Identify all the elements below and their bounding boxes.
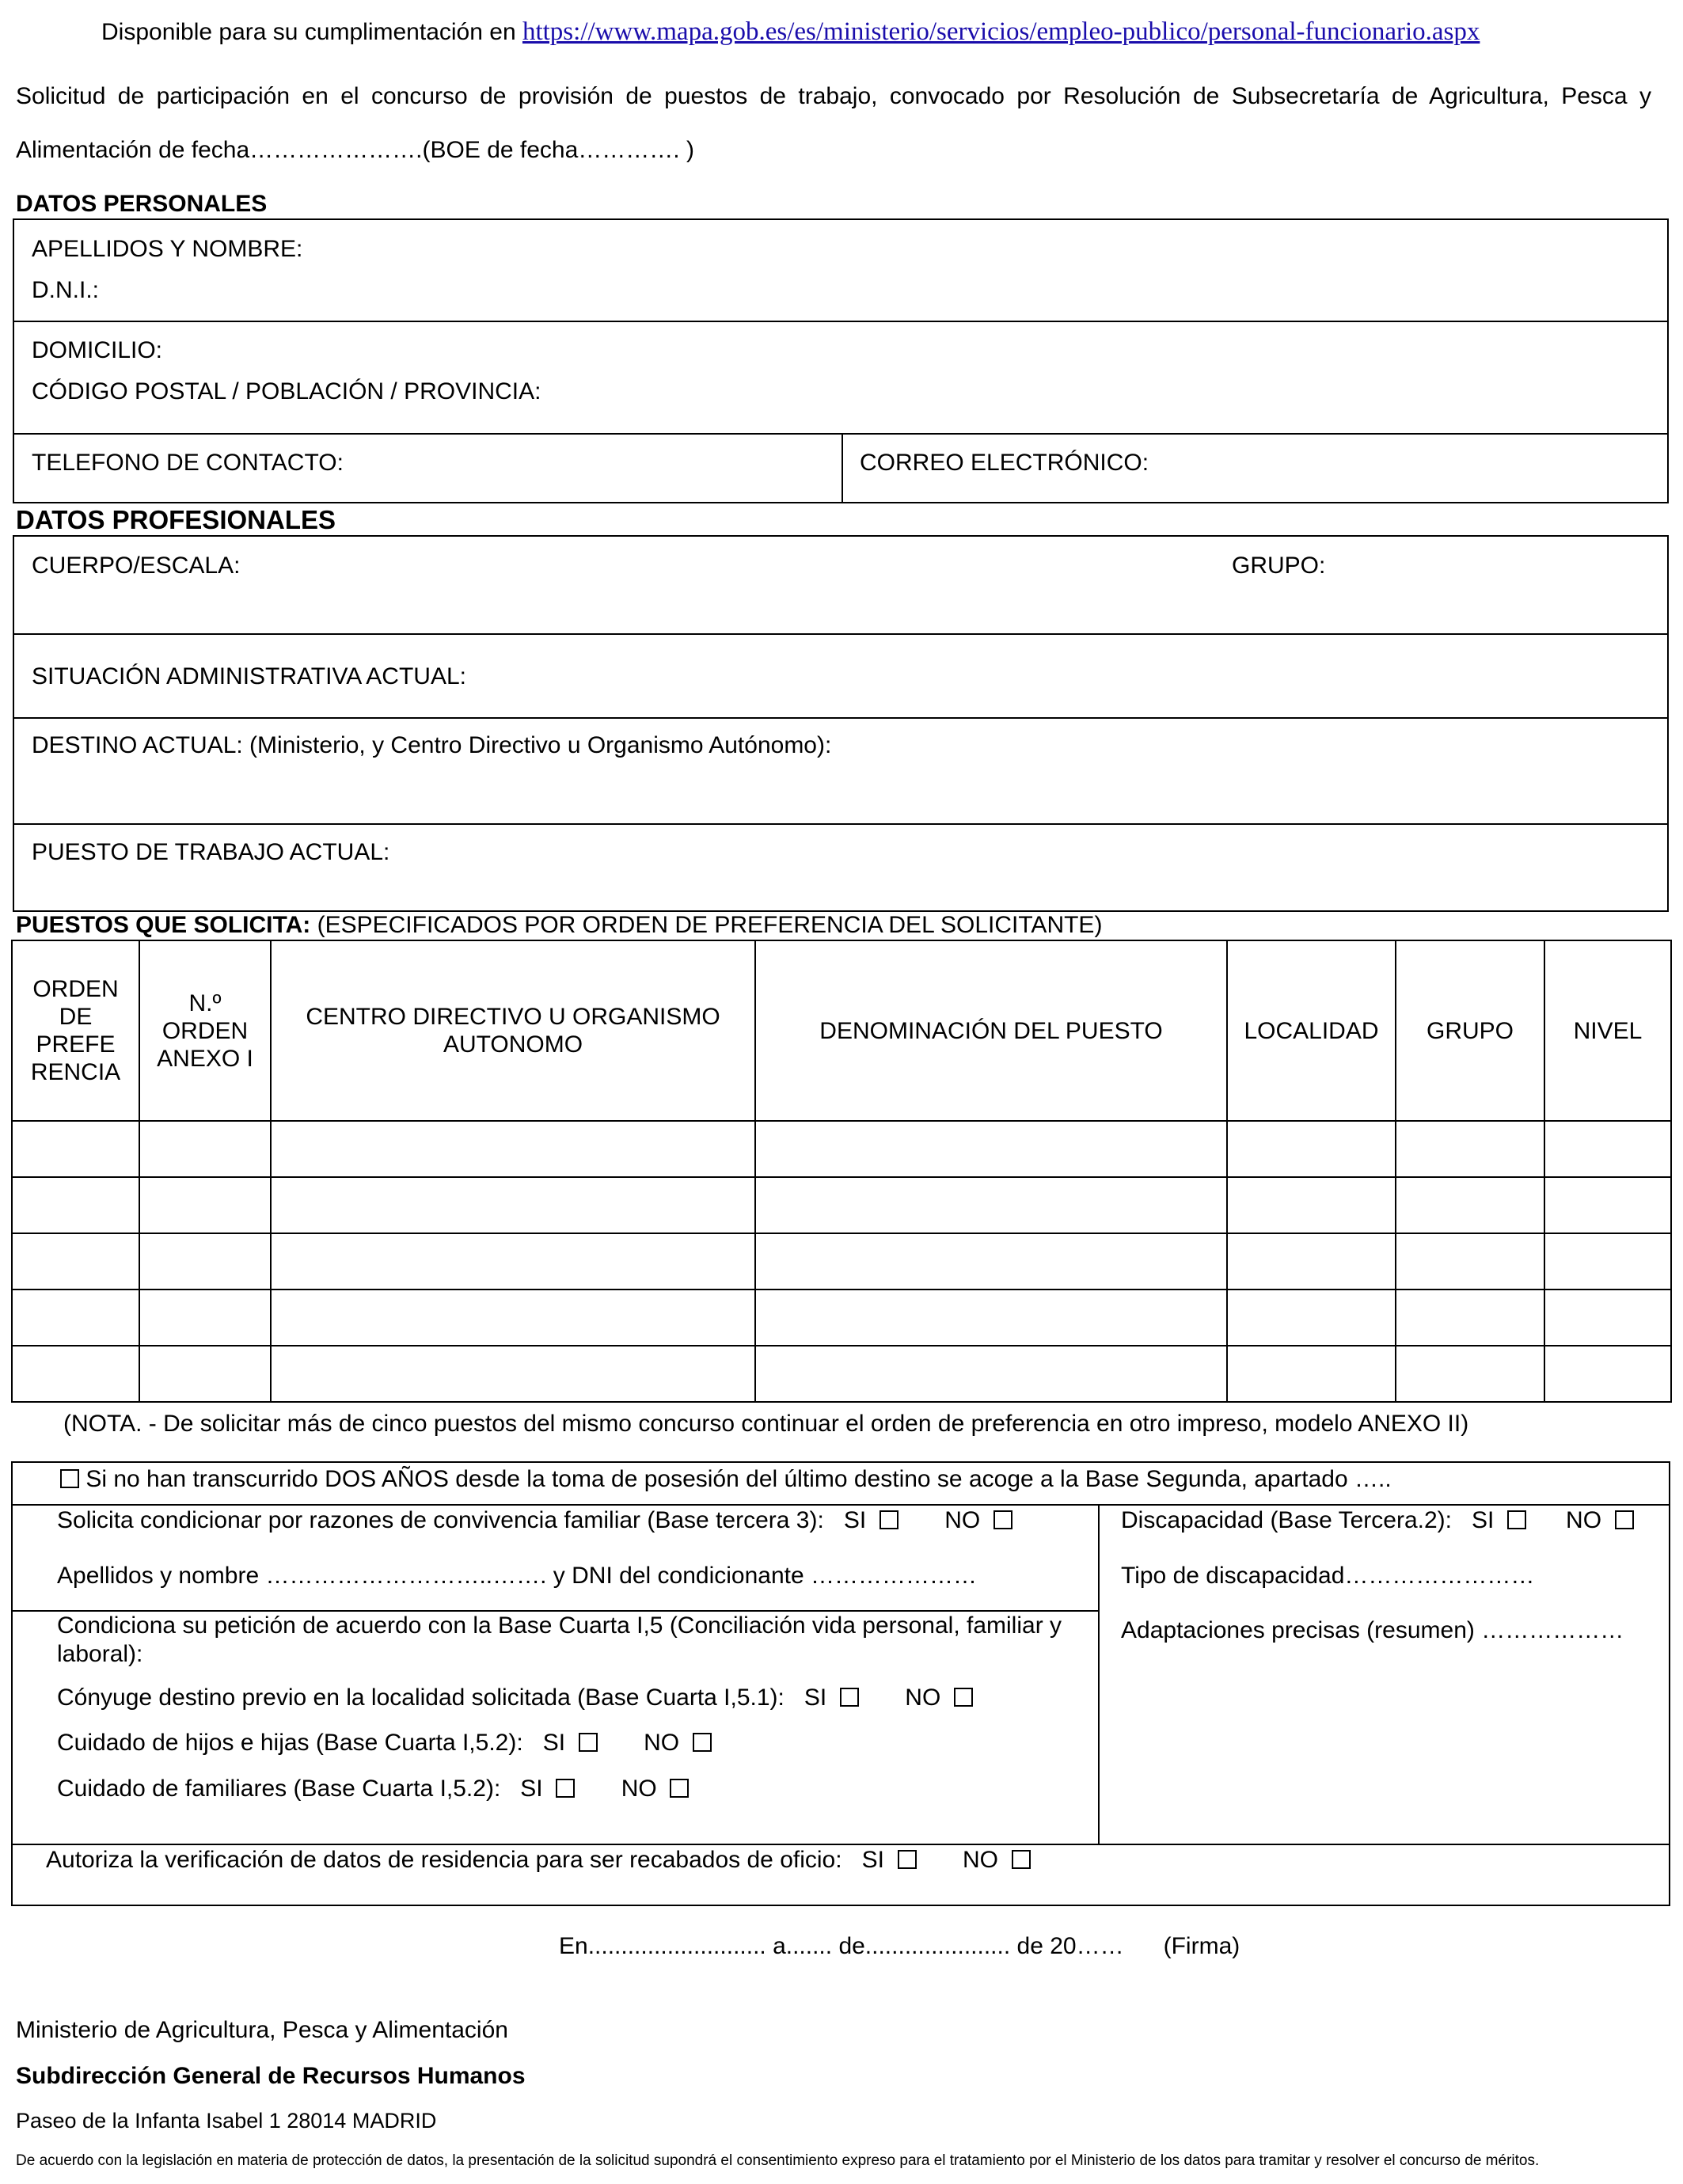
table-cell[interactable] <box>1544 1346 1671 1402</box>
disability-yes-checkbox[interactable] <box>1507 1510 1526 1529</box>
table-cell[interactable] <box>1544 1177 1671 1233</box>
table-cell[interactable] <box>1396 1233 1544 1290</box>
destination-label: DESTINO ACTUAL: (Ministerio, y Centro Directivo u Organismo Autónomo): <box>32 732 832 758</box>
condicionante-line: Apellidos y nombre ………………………..……. y DNI del condicionante ………………… <box>57 1563 977 1589</box>
table-cell[interactable] <box>139 1177 271 1233</box>
disability-type-line: Tipo de discapacidad…………………… <box>1121 1563 1535 1589</box>
table-cell[interactable] <box>1396 1290 1544 1346</box>
availability-label: Disponible para su cumplimentación en <box>101 19 516 45</box>
table-row <box>12 1177 1671 1233</box>
table-cell[interactable] <box>139 1290 271 1346</box>
col-header-annex-number: N.º ORDEN ANEXO I <box>139 940 271 1121</box>
no-label: NO <box>905 1685 941 1711</box>
table-cell[interactable] <box>139 1233 271 1290</box>
table-cell[interactable] <box>755 1121 1227 1177</box>
body-scale-label: CUERPO/ESCALA: <box>32 553 241 579</box>
table-cell[interactable] <box>271 1177 755 1233</box>
spouse-row <box>57 1685 973 1711</box>
residence-no-checkbox[interactable] <box>1012 1850 1031 1869</box>
signature-line <box>559 1933 1240 1960</box>
family-condition-label: Solicita condicionar por razones de convivencia familiar (Base tercera 3): <box>57 1507 824 1533</box>
divider <box>11 1504 1670 1506</box>
dni-field-label: D.N.I.: <box>32 277 100 303</box>
two-years-row <box>60 1466 1392 1493</box>
table-row <box>12 1290 1671 1346</box>
table-cell[interactable] <box>271 1346 755 1402</box>
divider <box>13 717 1669 719</box>
col-header-group: GRUPO <box>1396 940 1544 1121</box>
col-header-post-name: DENOMINACIÓN DEL PUESTO <box>755 940 1227 1121</box>
table-cell[interactable] <box>1544 1233 1671 1290</box>
yes-label: SI <box>843 1507 867 1533</box>
group-label: GRUPO: <box>1232 553 1326 579</box>
divider <box>11 1844 1670 1845</box>
relatives-yes-checkbox[interactable] <box>556 1779 575 1798</box>
table-row <box>12 1121 1671 1177</box>
no-label: NO <box>944 1507 981 1533</box>
requested-posts-heading <box>16 912 1102 939</box>
col-header-level: NIVEL <box>1544 940 1671 1121</box>
yes-label: SI <box>804 1685 827 1711</box>
requested-heading-rest: (ESPECIFICADOS POR ORDEN DE PREFERENCIA DEL SOLICITANTE) <box>310 912 1103 938</box>
table-cell[interactable] <box>1227 1233 1396 1290</box>
subdirection-name: Subdirección General de Recursos Humanos <box>16 2063 526 2089</box>
email-field-label: CORREO ELECTRÓNICO: <box>860 450 1149 476</box>
spouse-yes-checkbox[interactable] <box>840 1688 859 1707</box>
table-cell[interactable] <box>755 1290 1227 1346</box>
table-cell[interactable] <box>271 1121 755 1177</box>
table-cell[interactable] <box>271 1290 755 1346</box>
yes-label: SI <box>542 1730 566 1756</box>
residence-yes-checkbox[interactable] <box>898 1850 917 1869</box>
situation-label: SITUACIÓN ADMINISTRATIVA ACTUAL: <box>32 663 466 689</box>
children-row <box>57 1730 712 1757</box>
children-no-checkbox[interactable] <box>693 1733 712 1752</box>
divider <box>13 633 1669 635</box>
children-label: Cuidado de hijos e hijas (Base Cuarta I,5.2): <box>57 1730 523 1756</box>
table-cell[interactable] <box>755 1346 1227 1402</box>
table-row <box>12 1233 1671 1290</box>
address-field-label: DOMICILIO: <box>32 337 163 363</box>
col-header-locality: LOCALIDAD <box>1227 940 1396 1121</box>
table-cell[interactable] <box>755 1177 1227 1233</box>
signature-label: (Firma) <box>1163 1933 1240 1959</box>
table-cell[interactable] <box>12 1177 139 1233</box>
personal-data-heading: DATOS PERSONALES <box>16 191 268 217</box>
intro-line-1: Solicitud de participación en el concurso de provisión de puestos de trabajo, convocado por Resolución de Subsecretaría de Agricultura, Pesca y <box>16 83 1651 109</box>
yes-label: SI <box>861 1847 884 1873</box>
table-cell[interactable] <box>755 1233 1227 1290</box>
family-yes-checkbox[interactable] <box>879 1510 898 1529</box>
table-cell[interactable] <box>1227 1346 1396 1402</box>
divider <box>1098 1504 1100 1844</box>
disability-no-checkbox[interactable] <box>1615 1510 1634 1529</box>
table-cell[interactable] <box>271 1233 755 1290</box>
family-no-checkbox[interactable] <box>993 1510 1012 1529</box>
intro-line-2: Alimentación de fecha………………….(BOE de fecha…………. ) <box>16 137 694 163</box>
col-header-order: ORDEN DE PREFE RENCIA <box>12 940 139 1121</box>
table-cell[interactable] <box>1227 1290 1396 1346</box>
children-yes-checkbox[interactable] <box>579 1733 598 1752</box>
no-label: NO <box>644 1730 680 1756</box>
table-cell[interactable] <box>139 1346 271 1402</box>
table-note: (NOTA. - De solicitar más de cinco puestos del mismo concurso continuar el orden de preferencia en otro impreso, modelo ANEXO II) <box>63 1411 1469 1437</box>
postal-field-label: CÓDIGO POSTAL / POBLACIÓN / PROVINCIA: <box>32 378 541 405</box>
divider <box>13 321 1669 322</box>
no-label: NO <box>962 1847 998 1873</box>
name-field-label: APELLIDOS Y NOMBRE: <box>32 236 303 262</box>
requested-posts-table <box>11 940 1672 1403</box>
table-row <box>12 1346 1671 1402</box>
table-cell[interactable] <box>12 1346 139 1402</box>
place-date-line: En........................... a....... de...................... de 20…… <box>559 1933 1124 1959</box>
table-cell[interactable] <box>139 1121 271 1177</box>
table-cell[interactable] <box>1396 1121 1544 1177</box>
spouse-label: Cónyuge destino previo en la localidad solicitada (Base Cuarta I,5.1): <box>57 1685 785 1711</box>
current-post-label: PUESTO DE TRABAJO ACTUAL: <box>32 839 390 865</box>
table-cell[interactable] <box>12 1233 139 1290</box>
disability-row <box>1121 1507 1634 1534</box>
table-cell[interactable] <box>1544 1290 1671 1346</box>
disability-label: Discapacidad (Base Tercera.2): <box>1121 1507 1452 1533</box>
relatives-no-checkbox[interactable] <box>670 1779 689 1798</box>
residence-row <box>46 1847 1031 1874</box>
table-cell[interactable] <box>1396 1346 1544 1402</box>
divider <box>13 823 1669 825</box>
spouse-no-checkbox[interactable] <box>954 1688 973 1707</box>
col-header-directive-center: CENTRO DIRECTIVO U ORGANISMO AUTONOMO <box>271 940 755 1121</box>
table-header-row <box>12 940 1671 1121</box>
ministry-address: Paseo de la Infanta Isabel 1 28014 MADRID <box>16 2109 437 2133</box>
conciliation-label: Condiciona su petición de acuerdo con la Base Cuarta I,5 (Conciliación vida personal, familiar y laboral): <box>57 1612 1062 1667</box>
family-condition-row <box>57 1507 1012 1534</box>
phone-field-label: TELEFONO DE CONTACTO: <box>32 450 344 476</box>
privacy-notice: De acuerdo con la legislación en materia de protección de datos, la presentación de la solicitud supondrá el consentimiento expreso para el tratamiento por el Ministerio de los datos para tramitar y resolver el concurso de méritos. <box>16 2152 1540 2169</box>
relatives-label: Cuidado de familiares (Base Cuarta I,5.2): <box>57 1776 501 1802</box>
residence-label: Autoriza la verificación de datos de residencia para ser recabados de oficio: <box>46 1847 842 1873</box>
two-years-checkbox[interactable] <box>60 1469 79 1488</box>
requested-heading-bold: PUESTOS QUE SOLICITA: <box>16 912 311 938</box>
no-label: NO <box>621 1776 657 1802</box>
two-years-text: Si no han transcurrido DOS AÑOS desde la toma de posesión del último destino se acoge a la Base Segunda, apartado ….. <box>85 1466 1392 1492</box>
professional-data-heading: DATOS PROFESIONALES <box>16 505 336 534</box>
divider <box>842 433 843 503</box>
table-cell[interactable] <box>1544 1121 1671 1177</box>
no-label: NO <box>1566 1507 1602 1533</box>
yes-label: SI <box>520 1776 543 1802</box>
adaptations-line: Adaptaciones precisas (resumen) ……………… <box>1121 1617 1624 1643</box>
divider <box>13 433 1669 435</box>
table-cell[interactable] <box>12 1121 139 1177</box>
availability-line <box>101 17 1480 47</box>
table-cell[interactable] <box>1227 1177 1396 1233</box>
table-cell[interactable] <box>1227 1121 1396 1177</box>
relatives-row <box>57 1776 689 1802</box>
ministry-name: Ministerio de Agricultura, Pesca y Alimentación <box>16 2017 508 2043</box>
form-url-link[interactable]: https://www.mapa.gob.es/es/ministerio/servicios/empleo-publico/personal-funcionario.aspx <box>522 17 1480 46</box>
table-cell[interactable] <box>1396 1177 1544 1233</box>
table-cell[interactable] <box>12 1290 139 1346</box>
yes-label: SI <box>1472 1507 1495 1533</box>
